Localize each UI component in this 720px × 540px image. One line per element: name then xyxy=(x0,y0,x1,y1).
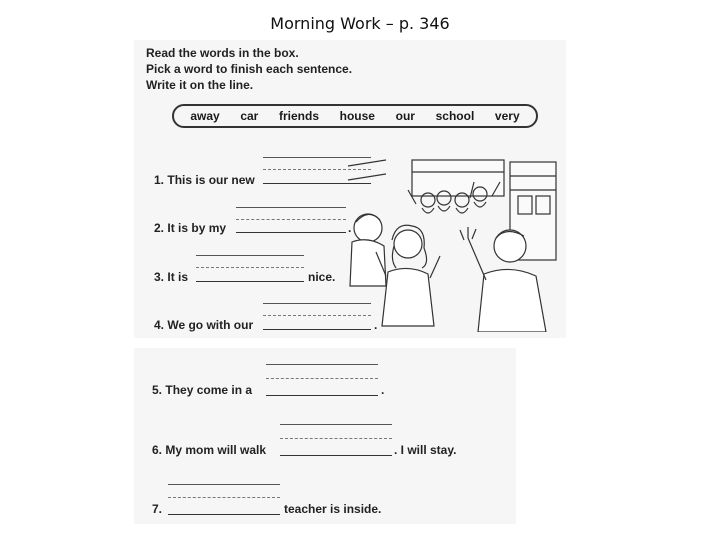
writing-guide-top xyxy=(196,255,304,256)
question-number: 4. xyxy=(154,318,165,332)
writing-guide-mid xyxy=(280,438,392,439)
question-1 xyxy=(154,173,255,187)
question-end-text: . xyxy=(374,318,378,332)
question-4 xyxy=(154,318,253,332)
instruction-line-3: Write it on the line. xyxy=(146,78,254,92)
word-box-item: car xyxy=(240,109,259,123)
writing-guide-mid xyxy=(196,267,304,268)
question-text: It is xyxy=(167,270,189,284)
question-text: This is our new xyxy=(167,173,255,187)
writing-guide-mid xyxy=(168,497,280,498)
question-number: 6. xyxy=(152,443,163,457)
question-end-text: nice. xyxy=(308,270,336,284)
answer-line-6[interactable] xyxy=(280,455,392,456)
question-5 xyxy=(152,383,252,397)
question-end-text: . xyxy=(348,221,352,235)
writing-guide-top xyxy=(266,364,378,365)
word-box-item: our xyxy=(395,109,415,123)
question-number: 2. xyxy=(154,221,165,235)
question-3 xyxy=(154,270,188,284)
question-7 xyxy=(152,502,162,516)
school-illustration xyxy=(346,156,560,332)
word-box xyxy=(172,104,538,128)
question-number: 3. xyxy=(154,270,165,284)
word-box-item: house xyxy=(339,109,375,123)
question-end-text: teacher is inside. xyxy=(284,502,382,516)
question-text: It is by my xyxy=(167,221,227,235)
word-box-item: away xyxy=(190,109,220,123)
writing-guide-top xyxy=(168,484,280,485)
question-number: 1. xyxy=(154,173,165,187)
answer-line-2[interactable] xyxy=(236,232,346,233)
writing-guide-top xyxy=(236,207,346,208)
instruction-line-2: Pick a word to finish each sentence. xyxy=(146,62,353,76)
writing-guide-top xyxy=(280,424,392,425)
question-end-text: . xyxy=(381,383,385,397)
writing-guide-mid xyxy=(236,219,346,220)
question-end-text: . I will stay. xyxy=(394,443,457,457)
writing-guide-mid xyxy=(266,378,378,379)
question-6 xyxy=(152,443,266,457)
instruction-line-1: Read the words in the box. xyxy=(146,46,299,60)
word-box-item: school xyxy=(435,109,475,123)
question-text: We go with our xyxy=(167,318,254,332)
question-number: 5. xyxy=(152,383,163,397)
question-number: 7. xyxy=(152,502,163,516)
slide-title: Morning Work – p. 346 xyxy=(270,14,450,33)
question-2 xyxy=(154,221,226,235)
word-box-item: very xyxy=(494,109,520,123)
answer-line-7[interactable] xyxy=(168,514,280,515)
question-text: My mom will walk xyxy=(165,443,267,457)
answer-line-5[interactable] xyxy=(266,395,378,396)
answer-line-3[interactable] xyxy=(196,281,304,282)
word-box-item: friends xyxy=(278,109,319,123)
question-text: They come in a xyxy=(165,383,253,397)
